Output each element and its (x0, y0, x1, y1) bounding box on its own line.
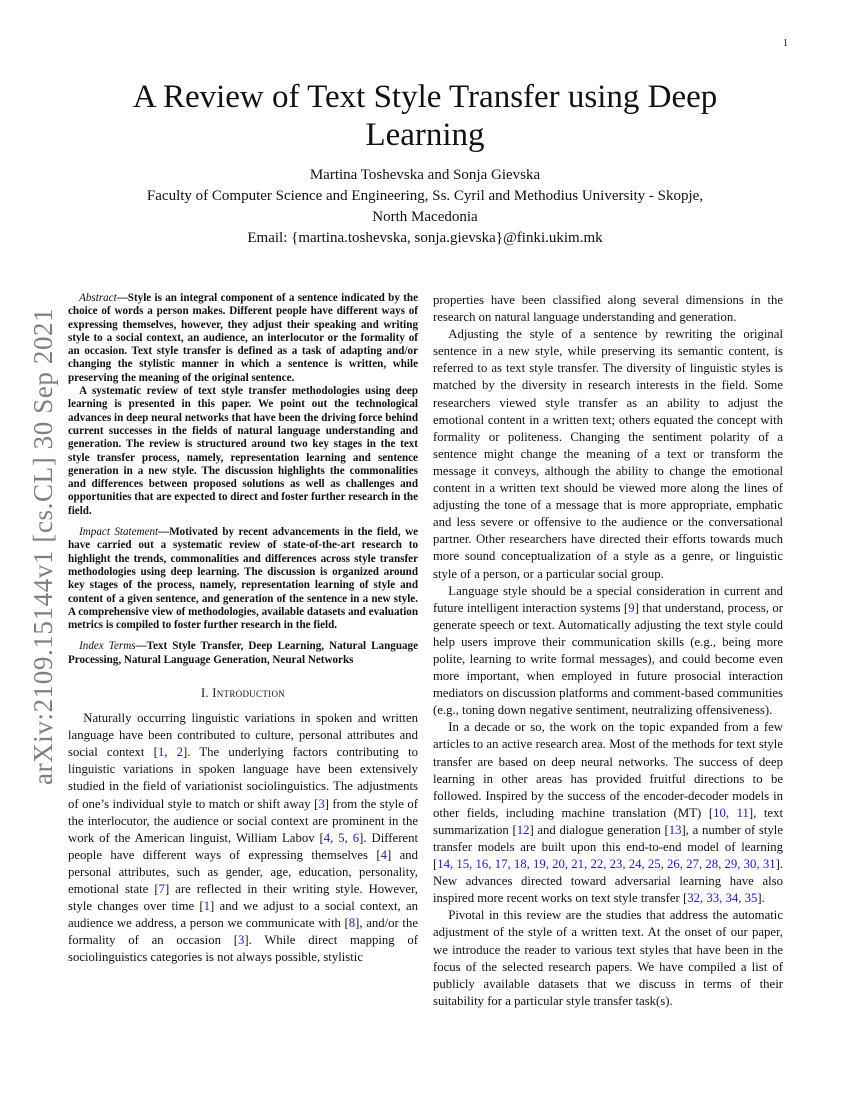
intro-paragraph-3: Language style should be a special consideration in current and future intelligent interaction systems [9] that understand, process, or generate speech or text. Automatically adjusting the text style could help users improve their communication skills (e.g., being more polite, learning to write formal messages), and could become even more important, when employed in future prosocial interaction mediators on discussion platforms and comment-based communities (e.g., toning down negative sentiment, neutralizing offensiveness). (433, 583, 783, 718)
affiliation-line-1: Faculty of Computer Science and Engineering, Ss. Cyril and Methodius University - Skopje, (146, 188, 704, 204)
citation-link[interactable]: 8 (348, 916, 356, 931)
citation-link[interactable]: 3 (318, 796, 325, 811)
intro-paragraph-1-continued: properties have been classified along several dimensions in the research on natural language understanding and generation. (433, 293, 783, 325)
author-names: Martina Toshevska and Sonja Gievska (309, 167, 541, 183)
section-number: I. (200, 686, 209, 701)
title-line-1: A Review of Text Style Transfer using Deep (132, 79, 718, 115)
citation-link[interactable]: 7 (158, 882, 165, 897)
intro-paragraph-5: Pivotal in this review are the studies that address the automatic adjustment of the style of a written text. At the onset of our paper, we introduce the reader to various text styles that have been in the focus of the selected research papers. We have compiled a list of publicly available datasets that we discuss in terms of their suitability for a particular style transfer task(s). (433, 908, 783, 1008)
citation-link[interactable]: 4 (380, 847, 387, 862)
abstract-paragraph-1: Abstract—Style is an integral component of a sentence indicated by the choice of words a person makes. Different people have different ways of expressing themselves, however, they adjust their speaking and writing style to a social context, an audience, an interlocutor or the formality of an occasion. Text style transfer is defined as a task of adapting and/or changing the stylistic manner in which a sentence is written, while preserving the meaning of the original sentence. (68, 292, 418, 384)
citation-link[interactable]: 1 (203, 899, 211, 914)
intro-paragraph-4: In a decade or so, the work on the topic expanded from a few articles to an active research area. Most of the methods for text style transfer are based on deep neural networks. The success of deep learning in other areas has provided fruitful directions to be followed. Inspired by the success of the encoder-decoder models in other fields, including machine translation (MT) [10, 11], text summarization [12] and dialogue generation [13], a number of style transfer models are built upon this end-to-end model of learning [14, 15, 16, 17, 18, 19, 20, 21, 22, 23, 24, 25, 26, 27, 28, 29, 30, 31]. New advances directed toward adversarial learning have also inspired more recent works on text style transfer [32, 33, 34, 35]. (433, 720, 783, 906)
right-column (433, 292, 783, 1010)
citation-link[interactable]: 2 (176, 745, 183, 760)
left-column (68, 292, 418, 967)
citation-link[interactable]: 14, 15, 16, 17, 18, 19, 20, 21, 22, 23, 24, 25, 26, 27, 28, 29, 30, 31 (437, 857, 776, 872)
citation-link[interactable]: 5 (338, 830, 345, 845)
abstract-paragraph-2: A systematic review of text style transfer methodologies using deep learning is presented in this paper. We point out the technological advances in deep neural networks that have been the driving force behind current successes in the fields of natural language understanding and generation. The review is structured around two key stages in the text style transfer process, namely, representation learning and sentence generation in a new style. The discussion highlights the commonalities and differences between proposed solutions as well as challenges and opportunities that are expected to direct and foster further research in the field. (68, 385, 418, 517)
section-heading-introduction (68, 685, 418, 702)
index-terms: Index Terms—Text Style Transfer, Deep Learning, Natural Language Processing, Natural Language Generation, Neural Networks (68, 640, 419, 666)
impact-text: Motivated by recent advancements in the field, we have carried out a systematic review of state-of-the-art research to highlight the trends, commonalities and differences across style transfer methodologies using deep learning. The discussion is organized around key stages of the process, namely, representation learning of style and content of a given sentence, and generation of the sentence in a new style. A comprehensive view of methodologies, available datasets and evaluation metrics is compiled to foster further research in the field. (68, 526, 419, 632)
citation-link[interactable]: 4 (323, 830, 331, 845)
title-line-2: Learning (365, 117, 485, 153)
author-block (0, 165, 850, 249)
citation-link[interactable]: 3 (237, 933, 245, 948)
citation-link[interactable]: 12 (516, 822, 530, 837)
index-terms-label: Index Terms (79, 640, 136, 653)
citation-link[interactable]: 13 (668, 822, 682, 837)
intro-paragraph-2: Adjusting the style of a sentence by rewriting the original sentence in a new style, while preserving its semantic content, is referred to as text style transfer. The diversity of linguistic styles is matched by the diversity in research interests in the field. Some researchers viewed style transfer as an ability to adjust the emotional content in a written text; others equated the concept with formality or politeness. Changing the sentiment polarity of a sentence might change the meaning of a text or transform the message it conveys, although the ability to change the emotional content in a written text should be viewed more along the lines of adjusting the tone of a message that is more appropriate, emphatic and less severe or offensive to the audience or the conversational partner. Other researchers have directed their efforts towards much more sound conceptualization of a style as a genre, or linguistic style of a person, or a particular social group. (433, 327, 783, 581)
author-email: Email: {martina.toshevska, sonja.gievska}@finki.ukim.mk (247, 230, 603, 246)
citation-link[interactable]: 32, 33, 34, 35 (687, 891, 758, 906)
arxiv-identifier-stamp[interactable]: arXiv:2109.15144v1 [cs.CL] 30 Sep 2021 (28, 307, 58, 785)
index-terms-text: Text Style Transfer, Deep Learning, Natural Language Processing, Natural Language Generation, Neural Networks (68, 640, 419, 666)
citation-link[interactable]: 1 (157, 745, 165, 760)
abstract-label: Abstract (79, 292, 117, 304)
citation-link[interactable]: 9 (628, 600, 635, 615)
page-number: 1 (783, 38, 788, 49)
abstract-text-1: Style is an integral component of a sentence indicated by the choice of words a person makes. Different people have different ways of expressing themselves, however, they adjust their speaking and writing style to a social context, an audience, an interlocutor or the formality of an occasion. Text style transfer is defined as a task of adapting and/or changing the stylistic manner in which a sentence is written, while preserving the meaning of the original sentence. (68, 292, 418, 384)
section-title: Introduction (212, 686, 286, 701)
impact-statement: Impact Statement—Motivated by recent advancements in the field, we have carried out a systematic review of state-of-the-art research to highlight the trends, commonalities and differences across style transfer methodologies using deep learning. The discussion is organized around key stages of the process, namely, representation learning of style and content of a given sentence, and generation of the sentence in a new style. A comprehensive view of methodologies, available datasets and evaluation metrics is compiled to foster further research in the field. (68, 526, 419, 632)
citation-link[interactable]: 6 (352, 830, 360, 845)
paper-title (0, 78, 850, 154)
affiliation-line-2: North Macedonia (372, 209, 478, 225)
impact-label: Impact Statement (79, 526, 159, 539)
intro-paragraph-1: Naturally occurring linguistic variations in spoken and written language have been contributed to culture, personal attributes and social context [1, 2]. The underlying factors contributing to linguistic variations in spoken language have been extensively studied in the field of variationist sociolinguistics. The adjustments of one’s individual style to match or shift away [3] from the style of the interlocutor, the audience or social context are prominent in the work of the American linguist, William Labov [4, 5, 6]. Different people have different ways of expressing themselves [4] and personal attributes, such as gender, age, education, personality, emotional state [7] are reflected in their writing style. However, style changes over time [1] and we adjust to a social context, an audience we address, a person we communicate with [8], and/or the formality of an occasion [3]. While direct mapping of sociolinguistics categories is not always possible, stylistic (68, 711, 419, 965)
citation-link[interactable]: 10, 11 (713, 805, 749, 820)
